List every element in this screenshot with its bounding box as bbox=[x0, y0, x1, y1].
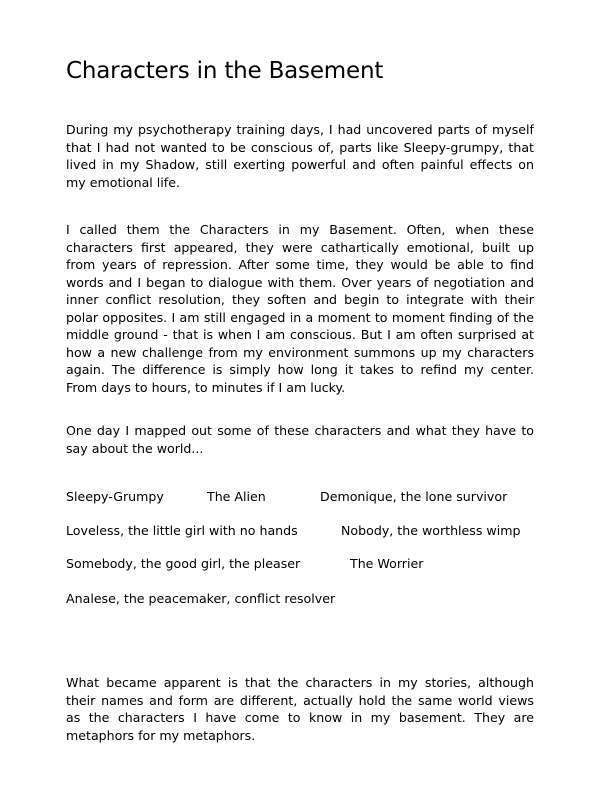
text-line: One day I mapped out some of these characters and what they have to bbox=[66, 423, 534, 438]
character-somebody: Somebody, the good girl, the pleaser bbox=[66, 556, 301, 571]
text-line: again. The difference is simply how long it takes to refind my center. bbox=[66, 362, 534, 377]
character-nobody: Nobody, the worthless wimp bbox=[341, 523, 521, 538]
text-line: their names and form are different, actually hold the same world views bbox=[66, 692, 534, 708]
paragraph-mapped-characters bbox=[66, 422, 534, 457]
text-line: as the characters I have come to know in my basement. They are bbox=[66, 710, 534, 725]
text-line: What became apparent is that the characters in my stories, although bbox=[66, 675, 534, 690]
text-line: my emotional life. bbox=[66, 174, 180, 190]
character-analese: Analese, the peacemaker, conflict resolver bbox=[66, 591, 336, 606]
text-line: say about the world... bbox=[66, 440, 204, 456]
text-line: from years of repression. After some time, they would be able to find bbox=[66, 257, 534, 272]
text-line: middle ground - that is when I am conscious. But I am often surprised at bbox=[66, 327, 534, 342]
text-line: From days to hours, to minutes if I am lucky. bbox=[66, 379, 346, 395]
text-line: characters first appeared, they were cathartically emotional, built up bbox=[66, 239, 534, 255]
text-line: I called them the Characters in my Basement. Often, when these bbox=[66, 222, 534, 237]
paragraph-characters-in-basement bbox=[66, 221, 534, 396]
text-line: During my psychotherapy training days, I had uncovered parts of myself bbox=[66, 122, 534, 137]
text-line: metaphors for my metaphors. bbox=[66, 727, 256, 743]
text-line: that I had not wanted to be conscious of, parts like Sleepy-grumpy, that bbox=[66, 139, 534, 155]
character-demonique: Demonique, the lone survivor bbox=[320, 489, 508, 504]
character-sleepy-grumpy: Sleepy-Grumpy bbox=[66, 489, 164, 504]
text-line: words and I began to dialogue with them. Over years of negotiation and bbox=[66, 274, 534, 290]
text-line: lived in my Shadow, still exerting powerful and often painful effects on bbox=[66, 157, 534, 172]
text-line: inner conflict resolution, they soften and begin to integrate with their bbox=[66, 292, 534, 307]
paragraph-metaphors bbox=[66, 674, 534, 744]
text-line: polar opposites. I am still engaged in a moment to moment finding of the bbox=[66, 309, 534, 325]
character-the-alien: The Alien bbox=[207, 489, 266, 504]
page-title: Characters in the Basement bbox=[66, 58, 384, 84]
text-line: how a new challenge from my environment summons up my characters bbox=[66, 344, 534, 360]
character-loveless: Loveless, the little girl with no hands bbox=[66, 523, 298, 538]
character-the-worrier: The Worrier bbox=[350, 556, 424, 571]
paragraph-training-days bbox=[66, 121, 534, 191]
